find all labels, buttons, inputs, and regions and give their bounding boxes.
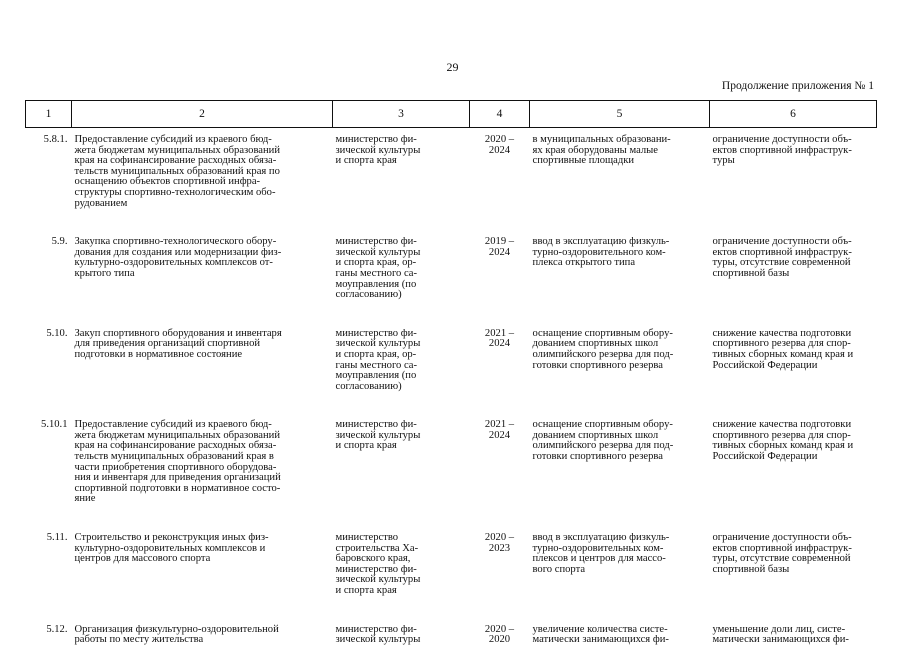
consequences-cell: уменьшение доли лиц, систе- матически занимающихся фи- [712, 623, 849, 646]
result-cell: оснащение спортивным обору- дованием спортивных школ олимпийского резерва для под- готовки спортивного резерва [532, 419, 674, 463]
column-header-6: 6 [710, 101, 877, 128]
years-cell: 2019 – 2024 [484, 236, 515, 258]
item-number: 5.12. [46, 623, 68, 635]
item-number: 5.11. [46, 532, 68, 544]
page-number: 29 [446, 60, 459, 74]
consequences-cell: снижение качества подготовки спортивного резерва для спор- тивных сборных команд края и Российской Федерации [712, 419, 854, 463]
activity-cell: Закупка спортивно-технологического обору- дования для создания или модернизации физ- культурно-оздоровительных комплексов от- крытого типа [74, 236, 282, 279]
years-cell: 2021 – 2024 [484, 327, 515, 350]
responsible-cell: министерство фи- зической культуры и спорта края, ор- ганы местного са- моуправления (по согласованию) [335, 327, 421, 392]
program-activities-table [25, 100, 877, 646]
item-number: 5.8.1. [43, 134, 68, 145]
activity-cell: Предоставление субсидий из краевого бюд- жета бюджетам муниципальных образований края на софинансирование расходных обяза- тельств муниципальных образований края по оснащению объектов спортивной инфра- структуры спортивно-технологическим обо- рудованием [74, 134, 281, 209]
table-body [26, 128, 877, 646]
column-header-3: 3 [333, 101, 470, 128]
item-number: 5.10. [46, 327, 68, 339]
consequences-cell: ограничение доступности объ- ектов спортивной инфраструк- туры [712, 134, 852, 167]
consequences-cell: ограничение доступности объ- ектов спортивной инфраструк- туры, отсутствие современной спортивной базы [712, 532, 852, 575]
responsible-cell: министерство фи- зической культуры [335, 623, 421, 646]
item-number: 5.10.1 [41, 419, 68, 431]
continuation-caption: Продолжение приложения № 1 [721, 80, 874, 92]
result-cell: в муниципальных образовани- ях края оборудованы малые спортивные площадки [532, 134, 671, 167]
responsible-cell: министерство фи- зической культуры и спорта края [335, 419, 421, 452]
responsible-cell: министерство фи- зической культуры и спорта края [335, 134, 421, 167]
column-header-1: 1 [26, 101, 72, 128]
activity-cell: Строительство и реконструкция иных физ- культурно-оздоровительных комплексов и центров для массового спорта [74, 532, 269, 565]
table-row [26, 128, 877, 231]
item-number: 5.9. [51, 236, 68, 248]
table-row [26, 230, 877, 322]
result-cell: оснащение спортивным обору- дованием спортивных школ олимпийского резерва для под- готовки спортивного резерва [532, 327, 674, 371]
column-header-2: 2 [72, 101, 333, 128]
table-row [26, 618, 877, 646]
table-row [26, 322, 877, 414]
years-cell: 2020 – 2023 [484, 532, 515, 554]
years-cell: 2021 – 2024 [484, 419, 515, 441]
consequences-cell: снижение качества подготовки спортивного резерва для спор- тивных сборных команд края и Российской Федерации [712, 327, 854, 371]
result-cell: увеличение количества систе- матически занимающихся фи- [532, 623, 669, 646]
years-cell: 2020 – 2024 [484, 134, 515, 156]
activity-cell: Организация физкультурно-оздоровительной работы по месту жительства [74, 623, 279, 646]
responsible-cell: министерство строительства Ха- баровского края, министерство фи- зической культуры и спорта края [335, 532, 421, 596]
column-header-5: 5 [530, 101, 710, 128]
table-row [26, 526, 877, 618]
activity-cell: Предоставление субсидий из краевого бюд- жета бюджетам муниципальных образований края на софинансирование расходных обяза- тельств муниципальных образований края в части приобретения спортивного оборудова- ния и инвентаря для приведения организаций спортивной подготовки в нормативное состо- яние [74, 419, 281, 505]
result-cell: ввод в эксплуатацию физкуль- турно-оздоровительных ком- плексов и центров для массо- вого спорта [532, 532, 670, 575]
column-number-header [26, 101, 877, 128]
years-cell: 2020 – 2020 [484, 623, 515, 646]
responsible-cell: министерство фи- зической культуры и спорта края, ор- ганы местного са- моуправления (по согласованию) [335, 236, 421, 301]
result-cell: ввод в эксплуатацию физкуль- турно-оздоровительного ком- плекса открытого типа [532, 236, 670, 269]
activity-cell: Закуп спортивного оборудования и инвентаря для приведения организаций спортивной подготовки в нормативное состояние [74, 327, 282, 360]
column-header-4: 4 [470, 101, 530, 128]
consequences-cell: ограничение доступности объ- ектов спортивной инфраструк- туры, отсутствие современной спортивной базы [712, 236, 852, 279]
table-row [26, 413, 877, 526]
